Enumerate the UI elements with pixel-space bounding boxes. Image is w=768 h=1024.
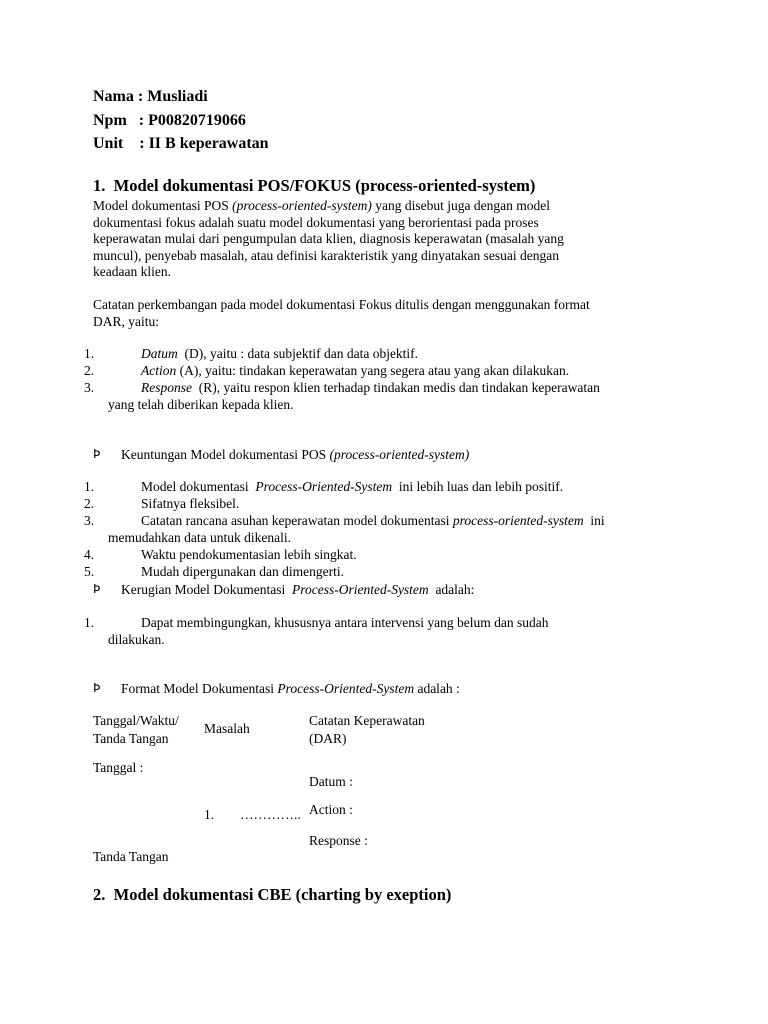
list-number: 1.	[84, 615, 95, 630]
arrow-bullet-icon: Þ	[93, 582, 101, 596]
table-response: Response :	[309, 833, 368, 848]
list-item	[84, 345, 684, 362]
list-text: Sifatnya fleksibel.	[141, 496, 240, 511]
format-post: adalah :	[414, 681, 460, 696]
list-item	[84, 495, 684, 512]
list-continuation: dilakukan.	[108, 632, 165, 647]
keuntungan-pre: Keuntungan Model dokumentasi POS	[121, 447, 330, 462]
list-italic: Response	[141, 380, 192, 395]
list-text	[141, 478, 563, 495]
table-col3-header	[309, 712, 425, 748]
kerugian-heading	[93, 582, 593, 600]
npm-line	[93, 112, 246, 130]
list-italic: Action	[141, 363, 177, 378]
table-tanda-tangan: Tanda Tangan	[93, 849, 169, 864]
list-continuation: yang telah diberikan kepada klien.	[108, 397, 294, 412]
table-col2-header: Masalah	[204, 721, 250, 736]
para1-italic: (process-oriented-system)	[232, 198, 372, 213]
list-italic: process-oriented-system	[452, 513, 584, 528]
name-line	[93, 88, 208, 106]
col1-header-line1: Tanggal/Waktu/	[93, 713, 179, 728]
arrow-bullet-icon: Þ	[93, 681, 101, 695]
arrow-bullet-icon: Þ	[93, 447, 101, 461]
npm-value: P00820719066	[148, 112, 246, 129]
list-text	[141, 379, 600, 396]
list-rest: (A), yaitu: tindakan keperawatan yang segera atau yang akan dilakukan.	[176, 363, 570, 378]
keuntungan-heading	[93, 447, 593, 465]
list-text: Waktu pendokumentasian lebih singkat.	[141, 547, 357, 562]
col1-header-line2: Tanda Tangan	[93, 731, 169, 746]
list-item	[84, 379, 704, 413]
list-item	[84, 478, 684, 495]
table-tanggal: Tanggal :	[93, 760, 144, 775]
list-number: 3.	[84, 380, 95, 395]
npm-label: Npm :	[93, 112, 149, 129]
name-label: Nama :	[93, 88, 148, 105]
para1-line3: keperawatan mulai dari pengumpulan data klien, diagnosis keperawatan (masalah yang	[93, 231, 564, 246]
list-number: 2.	[84, 363, 95, 378]
list-continuation: memudahkan data untuk dikenali.	[108, 530, 291, 545]
para1-line5: keadaan klien.	[93, 264, 171, 279]
kerugian-post: adalah:	[428, 582, 475, 597]
list-number: 1.	[84, 479, 95, 494]
keuntungan-italic: (process-oriented-system)	[329, 447, 470, 462]
name-value: Musliadi	[147, 88, 208, 105]
col3-header-line1: Catatan Keperawatan	[309, 713, 425, 728]
table-action: Action :	[309, 802, 353, 817]
list-post: ini lebih luas dan lebih positif.	[392, 479, 564, 494]
list-number: 5.	[84, 564, 95, 579]
kerugian-pre: Kerugian Model Dokumentasi	[121, 582, 292, 597]
para1-line2: dokumentasi fokus adalah suatu model dokumentasi yang berorientasi pada proses	[93, 214, 539, 230]
list-rest: (R), yaitu respon klien terhadap tindakan medis dan tindakan keperawatan	[192, 380, 600, 395]
list-rest: (D), yaitu : data subjektif dan data objektif.	[177, 346, 419, 361]
list-text: Mudah dipergunakan dan dimengerti.	[141, 564, 344, 579]
section1-paragraph-dar	[93, 297, 673, 330]
list-number: 1.	[84, 346, 95, 361]
para1-post: yang disebut juga dengan model	[371, 198, 550, 213]
list-text: Dapat membingungkan, khususnya antara intervensi yang belum dan sudah	[141, 615, 549, 630]
format-pre: Format Model Dokumentasi	[121, 681, 278, 696]
para1-pre: Model dokumentasi POS	[93, 198, 233, 213]
unit-label: Unit :	[93, 135, 149, 152]
list-italic: Process-Oriented-System	[255, 479, 393, 494]
list-item	[84, 362, 684, 379]
list-text	[141, 345, 418, 362]
list-item	[84, 512, 704, 546]
list-item	[84, 563, 684, 580]
keuntungan-text	[121, 447, 469, 463]
list-item	[84, 614, 704, 648]
unit-value: II B keperawatan	[148, 135, 269, 152]
list-pre: Catatan rancana asuhan keperawatan model dokumentasi	[141, 513, 453, 528]
list-post: ini	[583, 513, 605, 528]
table-row-number: 1.	[204, 807, 215, 822]
format-text	[121, 681, 460, 697]
para2-line2: DAR, yaitu:	[93, 313, 159, 329]
list-item	[84, 546, 684, 563]
para1-line4: muncul), penyebab masalah, atau definisi karakteristik yang dinyatakan sesuai dengan	[93, 247, 559, 263]
list-number: 4.	[84, 547, 95, 562]
list-text	[141, 512, 605, 529]
format-heading	[93, 681, 593, 699]
unit-line	[93, 135, 269, 153]
list-text	[141, 362, 569, 379]
list-number: 3.	[84, 513, 95, 528]
format-italic: Process-Oriented-System	[277, 681, 415, 696]
list-pre: Model dokumentasi	[141, 479, 256, 494]
table-col1-header	[93, 712, 179, 748]
col3-header-line2: (DAR)	[309, 731, 347, 746]
section1-paragraph	[93, 198, 673, 281]
kerugian-italic: Process-Oriented-System	[291, 582, 429, 597]
list-number: 2.	[84, 496, 95, 511]
list-italic: Datum	[141, 346, 178, 361]
section2-heading: 2. Model dokumentasi CBE (charting by exeption)	[93, 885, 452, 904]
para2-line1: Catatan perkembangan pada model dokumentasi Fokus ditulis dengan menggunakan format	[93, 297, 590, 312]
table-dots: …………..	[240, 807, 301, 822]
kerugian-text	[121, 582, 474, 598]
para1-line1	[93, 198, 673, 215]
section1-heading: 1. Model dokumentasi POS/FOKUS (process-oriented-system)	[93, 176, 536, 195]
table-datum: Datum :	[309, 774, 353, 789]
